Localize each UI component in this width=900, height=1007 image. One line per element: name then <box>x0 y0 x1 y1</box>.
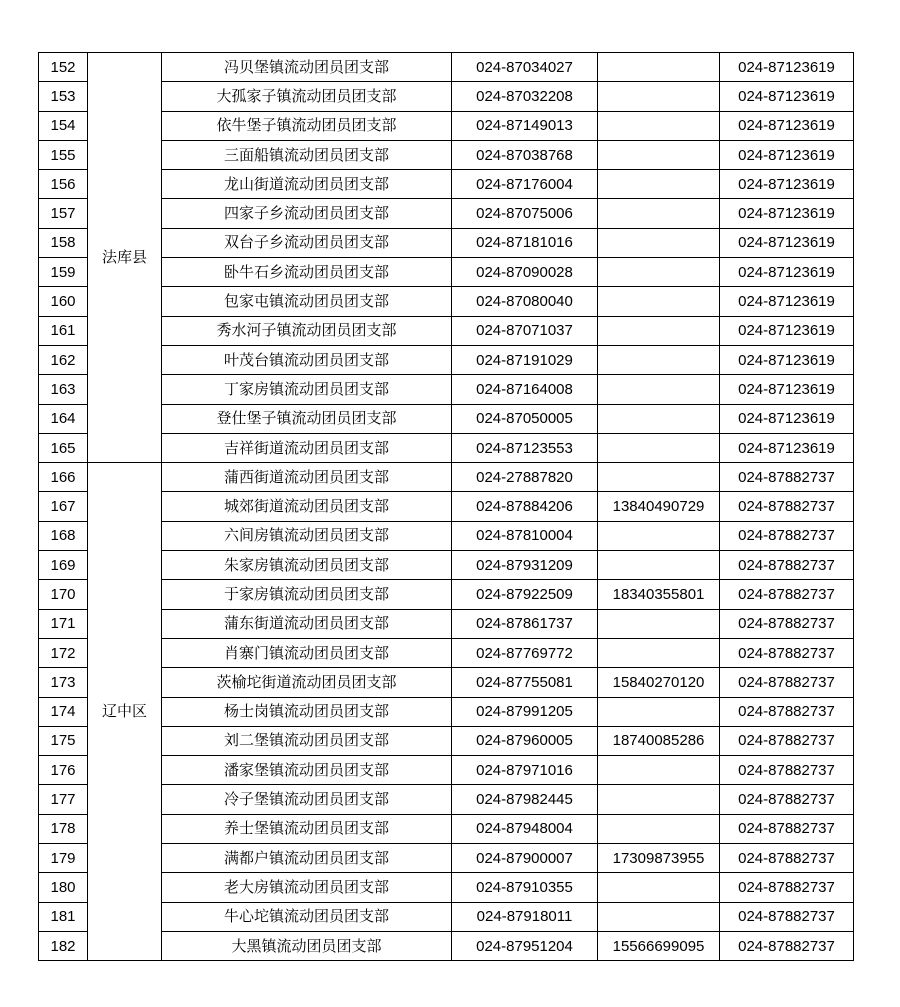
branch-phone-cell: 024-87884206 <box>452 492 598 521</box>
branch-name-cell: 满都户镇流动团员团支部 <box>162 844 452 873</box>
table-row <box>39 140 854 169</box>
county-cell: 辽中区 <box>88 463 162 961</box>
branch-phone-cell: 024-87075006 <box>452 199 598 228</box>
contact-mobile-cell <box>598 551 720 580</box>
contact-mobile-cell <box>598 521 720 550</box>
row-number-cell: 158 <box>39 228 88 257</box>
contact-mobile-cell <box>598 638 720 667</box>
row-number-cell: 173 <box>39 668 88 697</box>
office-phone-cell: 024-87882737 <box>720 580 854 609</box>
office-phone-cell: 024-87123619 <box>720 287 854 316</box>
row-number-cell: 180 <box>39 873 88 902</box>
row-number-cell: 164 <box>39 404 88 433</box>
row-number-cell: 182 <box>39 931 88 960</box>
contact-mobile-cell <box>598 404 720 433</box>
branch-name-cell: 冯贝堡镇流动团员团支部 <box>162 53 452 82</box>
table-row <box>39 492 854 521</box>
contact-mobile-cell <box>598 228 720 257</box>
row-number-cell: 163 <box>39 375 88 404</box>
branch-phone-cell: 024-87123553 <box>452 433 598 462</box>
branch-name-cell: 冷子堡镇流动团员团支部 <box>162 785 452 814</box>
branch-phone-cell: 024-87071037 <box>452 316 598 345</box>
row-number-cell: 172 <box>39 638 88 667</box>
branch-phone-cell: 024-87769772 <box>452 638 598 667</box>
table-row <box>39 111 854 140</box>
contact-mobile-cell <box>598 873 720 902</box>
contact-mobile-cell: 15566699095 <box>598 931 720 960</box>
table-row <box>39 873 854 902</box>
branch-phone-cell: 024-87971016 <box>452 756 598 785</box>
office-phone-cell: 024-87123619 <box>720 82 854 111</box>
contact-mobile-cell: 15840270120 <box>598 668 720 697</box>
table-body <box>39 53 854 961</box>
branch-name-cell: 龙山街道流动团员团支部 <box>162 170 452 199</box>
row-number-cell: 157 <box>39 199 88 228</box>
branch-phone-cell: 024-87948004 <box>452 814 598 843</box>
table-row <box>39 345 854 374</box>
branch-phone-cell: 024-87038768 <box>452 140 598 169</box>
office-phone-cell: 024-87123619 <box>720 228 854 257</box>
contact-mobile-cell <box>598 170 720 199</box>
row-number-cell: 161 <box>39 316 88 345</box>
table-row <box>39 375 854 404</box>
row-number-cell: 154 <box>39 111 88 140</box>
row-number-cell: 178 <box>39 814 88 843</box>
contact-mobile-cell <box>598 140 720 169</box>
office-phone-cell: 024-87123619 <box>720 404 854 433</box>
office-phone-cell: 024-87882737 <box>720 697 854 726</box>
row-number-cell: 155 <box>39 140 88 169</box>
branch-name-cell: 丁家房镇流动团员团支部 <box>162 375 452 404</box>
row-number-cell: 159 <box>39 258 88 287</box>
table-row <box>39 82 854 111</box>
contact-table <box>38 52 854 961</box>
office-phone-cell: 024-87123619 <box>720 140 854 169</box>
contact-mobile-cell <box>598 82 720 111</box>
contact-mobile-cell <box>598 463 720 492</box>
row-number-cell: 177 <box>39 785 88 814</box>
row-number-cell: 176 <box>39 756 88 785</box>
branch-name-cell: 刘二堡镇流动团员团支部 <box>162 726 452 755</box>
branch-name-cell: 叶茂台镇流动团员团支部 <box>162 345 452 374</box>
county-cell: 法库县 <box>88 53 162 463</box>
office-phone-cell: 024-87123619 <box>720 345 854 374</box>
row-number-cell: 174 <box>39 697 88 726</box>
contact-mobile-cell: 18340355801 <box>598 580 720 609</box>
office-phone-cell: 024-87882737 <box>720 785 854 814</box>
table-row <box>39 404 854 433</box>
row-number-cell: 167 <box>39 492 88 521</box>
row-number-cell: 153 <box>39 82 88 111</box>
table-row <box>39 170 854 199</box>
branch-name-cell: 蒲东街道流动团员团支部 <box>162 609 452 638</box>
branch-name-cell: 双台子乡流动团员团支部 <box>162 228 452 257</box>
table-row <box>39 668 854 697</box>
table-row <box>39 638 854 667</box>
row-number-cell: 169 <box>39 551 88 580</box>
branch-name-cell: 秀水河子镇流动团员团支部 <box>162 316 452 345</box>
branch-name-cell: 杨士岗镇流动团员团支部 <box>162 697 452 726</box>
table-row <box>39 902 854 931</box>
row-number-cell: 162 <box>39 345 88 374</box>
table-row <box>39 228 854 257</box>
branch-name-cell: 牛心坨镇流动团员团支部 <box>162 902 452 931</box>
row-number-cell: 156 <box>39 170 88 199</box>
branch-phone-cell: 024-87951204 <box>452 931 598 960</box>
row-number-cell: 179 <box>39 844 88 873</box>
branch-phone-cell: 024-87931209 <box>452 551 598 580</box>
table-row <box>39 287 854 316</box>
table-row <box>39 316 854 345</box>
branch-phone-cell: 024-87810004 <box>452 521 598 550</box>
row-number-cell: 175 <box>39 726 88 755</box>
office-phone-cell: 024-87882737 <box>720 492 854 521</box>
branch-name-cell: 于家房镇流动团员团支部 <box>162 580 452 609</box>
office-phone-cell: 024-87882737 <box>720 873 854 902</box>
office-phone-cell: 024-87882737 <box>720 814 854 843</box>
branch-phone-cell: 024-87191029 <box>452 345 598 374</box>
office-phone-cell: 024-87123619 <box>720 316 854 345</box>
contact-mobile-cell <box>598 814 720 843</box>
row-number-cell: 171 <box>39 609 88 638</box>
branch-name-cell: 城郊街道流动团员团支部 <box>162 492 452 521</box>
contact-mobile-cell <box>598 785 720 814</box>
branch-phone-cell: 024-87910355 <box>452 873 598 902</box>
table-row <box>39 53 854 82</box>
branch-name-cell: 四家子乡流动团员团支部 <box>162 199 452 228</box>
office-phone-cell: 024-87882737 <box>720 463 854 492</box>
branch-phone-cell: 024-87922509 <box>452 580 598 609</box>
contact-mobile-cell <box>598 258 720 287</box>
office-phone-cell: 024-87882737 <box>720 902 854 931</box>
branch-phone-cell: 024-87755081 <box>452 668 598 697</box>
branch-name-cell: 大黑镇流动团员团支部 <box>162 931 452 960</box>
office-phone-cell: 024-87882737 <box>720 551 854 580</box>
office-phone-cell: 024-87882737 <box>720 931 854 960</box>
contact-mobile-cell <box>598 756 720 785</box>
branch-name-cell: 肖寨门镇流动团员团支部 <box>162 638 452 667</box>
row-number-cell: 165 <box>39 433 88 462</box>
row-number-cell: 170 <box>39 580 88 609</box>
branch-phone-cell: 024-87034027 <box>452 53 598 82</box>
office-phone-cell: 024-87882737 <box>720 521 854 550</box>
row-number-cell: 166 <box>39 463 88 492</box>
contact-mobile-cell <box>598 316 720 345</box>
contact-mobile-cell <box>598 609 720 638</box>
branch-name-cell: 登仕堡子镇流动团员团支部 <box>162 404 452 433</box>
table-row <box>39 609 854 638</box>
contact-mobile-cell <box>598 287 720 316</box>
branch-name-cell: 蒲西街道流动团员团支部 <box>162 463 452 492</box>
branch-phone-cell: 024-87960005 <box>452 726 598 755</box>
office-phone-cell: 024-87123619 <box>720 258 854 287</box>
branch-name-cell: 六间房镇流动团员团支部 <box>162 521 452 550</box>
branch-name-cell: 养士堡镇流动团员团支部 <box>162 814 452 843</box>
table-row <box>39 697 854 726</box>
table-row <box>39 463 854 492</box>
contact-mobile-cell <box>598 375 720 404</box>
contact-mobile-cell <box>598 53 720 82</box>
branch-name-cell: 卧牛石乡流动团员团支部 <box>162 258 452 287</box>
contact-mobile-cell <box>598 199 720 228</box>
table-row <box>39 931 854 960</box>
branch-name-cell: 包家屯镇流动团员团支部 <box>162 287 452 316</box>
table-row <box>39 814 854 843</box>
office-phone-cell: 024-87123619 <box>720 375 854 404</box>
table-row <box>39 785 854 814</box>
contact-mobile-cell <box>598 111 720 140</box>
office-phone-cell: 024-87123619 <box>720 199 854 228</box>
row-number-cell: 152 <box>39 53 88 82</box>
office-phone-cell: 024-87882737 <box>720 844 854 873</box>
table-row <box>39 580 854 609</box>
branch-phone-cell: 024-87164008 <box>452 375 598 404</box>
table-row <box>39 756 854 785</box>
table-row <box>39 258 854 287</box>
office-phone-cell: 024-87123619 <box>720 170 854 199</box>
branch-phone-cell: 024-87181016 <box>452 228 598 257</box>
contact-mobile-cell: 18740085286 <box>598 726 720 755</box>
contact-mobile-cell: 17309873955 <box>598 844 720 873</box>
contact-mobile-cell <box>598 902 720 931</box>
branch-phone-cell: 024-87149013 <box>452 111 598 140</box>
branch-name-cell: 依牛堡子镇流动团员团支部 <box>162 111 452 140</box>
branch-name-cell: 潘家堡镇流动团员团支部 <box>162 756 452 785</box>
branch-phone-cell: 024-87080040 <box>452 287 598 316</box>
branch-phone-cell: 024-87176004 <box>452 170 598 199</box>
row-number-cell: 181 <box>39 902 88 931</box>
table-row <box>39 521 854 550</box>
office-phone-cell: 024-87882737 <box>720 638 854 667</box>
office-phone-cell: 024-87123619 <box>720 433 854 462</box>
table-row <box>39 433 854 462</box>
branch-phone-cell: 024-27887820 <box>452 463 598 492</box>
row-number-cell: 160 <box>39 287 88 316</box>
branch-name-cell: 吉祥街道流动团员团支部 <box>162 433 452 462</box>
branch-name-cell: 茨榆坨街道流动团员团支部 <box>162 668 452 697</box>
branch-phone-cell: 024-87991205 <box>452 697 598 726</box>
office-phone-cell: 024-87123619 <box>720 111 854 140</box>
branch-name-cell: 大孤家子镇流动团员团支部 <box>162 82 452 111</box>
branch-phone-cell: 024-87861737 <box>452 609 598 638</box>
branch-phone-cell: 024-87050005 <box>452 404 598 433</box>
branch-phone-cell: 024-87982445 <box>452 785 598 814</box>
office-phone-cell: 024-87882737 <box>720 668 854 697</box>
contact-mobile-cell <box>598 697 720 726</box>
row-number-cell: 168 <box>39 521 88 550</box>
branch-phone-cell: 024-87090028 <box>452 258 598 287</box>
branch-phone-cell: 024-87900007 <box>452 844 598 873</box>
contact-mobile-cell <box>598 345 720 374</box>
branch-name-cell: 朱家房镇流动团员团支部 <box>162 551 452 580</box>
office-phone-cell: 024-87882737 <box>720 726 854 755</box>
branch-name-cell: 三面船镇流动团员团支部 <box>162 140 452 169</box>
office-phone-cell: 024-87882737 <box>720 609 854 638</box>
branch-phone-cell: 024-87918011 <box>452 902 598 931</box>
branch-phone-cell: 024-87032208 <box>452 82 598 111</box>
contact-mobile-cell: 13840490729 <box>598 492 720 521</box>
branch-name-cell: 老大房镇流动团员团支部 <box>162 873 452 902</box>
table-row <box>39 199 854 228</box>
contact-mobile-cell <box>598 433 720 462</box>
table-row <box>39 844 854 873</box>
office-phone-cell: 024-87882737 <box>720 756 854 785</box>
office-phone-cell: 024-87123619 <box>720 53 854 82</box>
table-row <box>39 551 854 580</box>
table-row <box>39 726 854 755</box>
